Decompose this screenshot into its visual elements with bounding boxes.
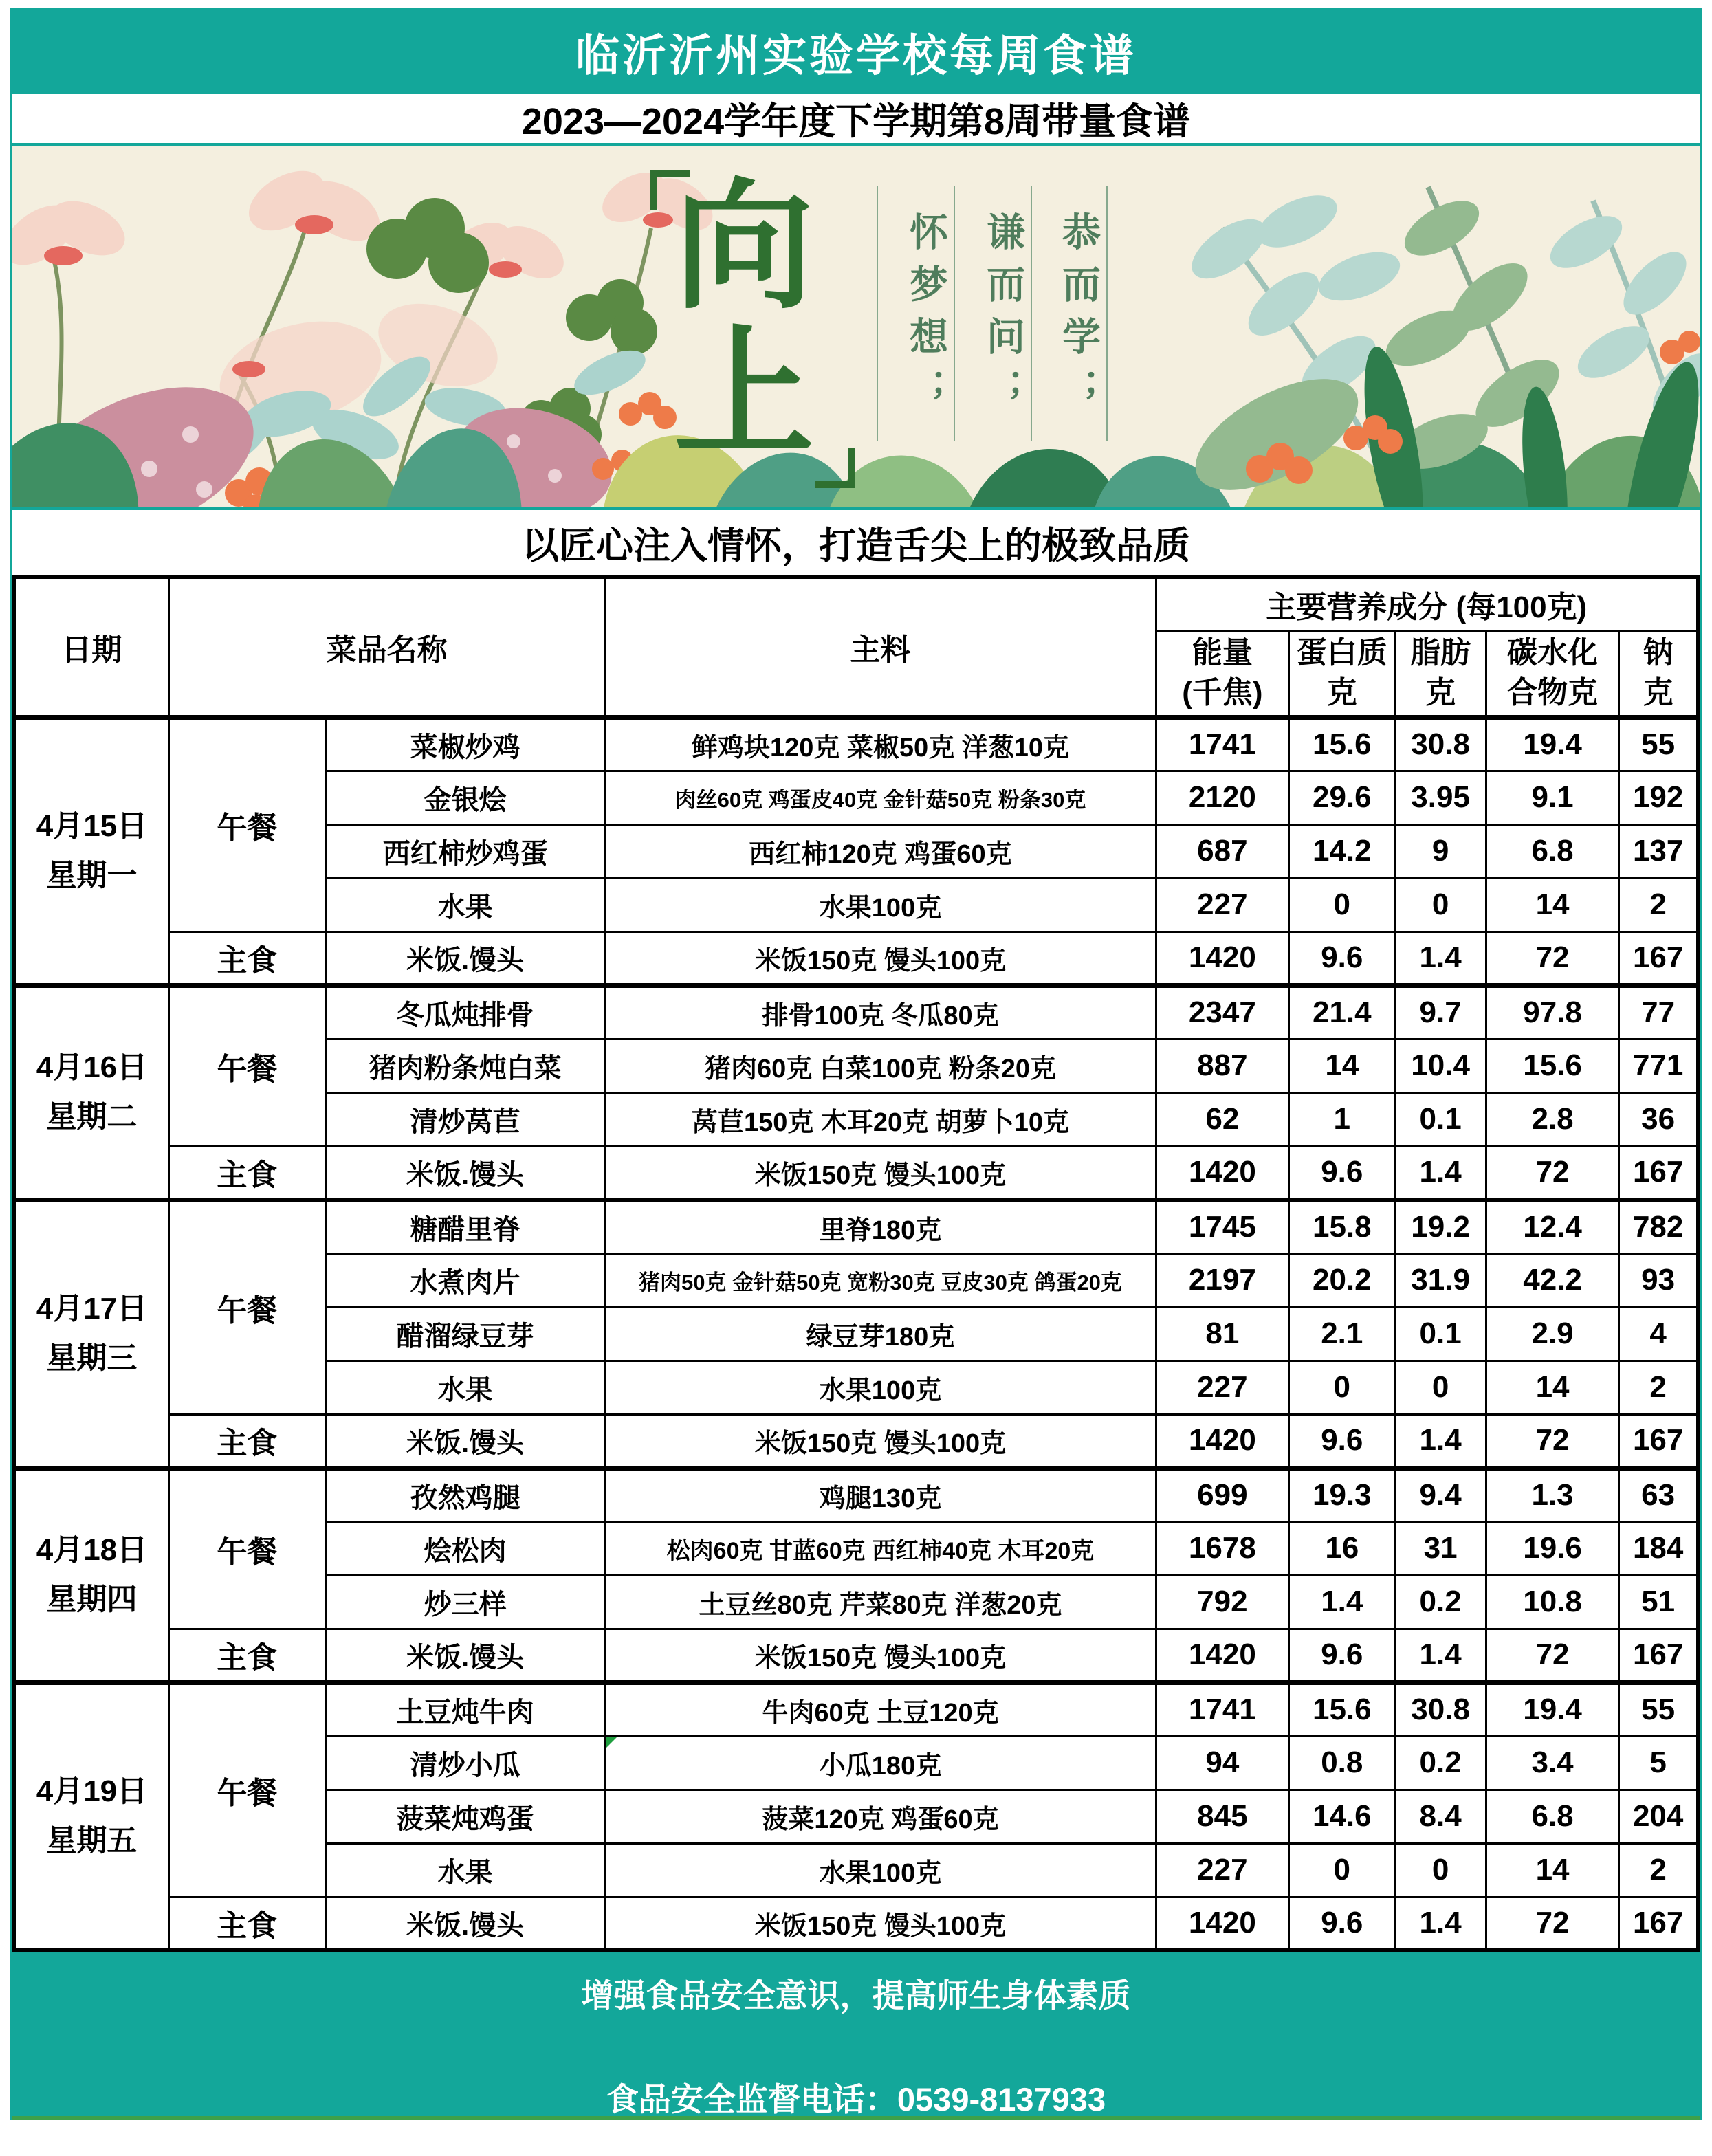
staple-row <box>14 932 1698 985</box>
fat-cell: 0.1 <box>1395 1307 1486 1361</box>
carb-cell: 72 <box>1486 1897 1619 1950</box>
energy-cell: 1420 <box>1156 932 1289 985</box>
subheader-line2: 克 <box>1425 676 1456 710</box>
carb-cell: 6.8 <box>1486 1790 1619 1843</box>
sodium-cell: 2 <box>1619 878 1698 932</box>
date-line1: 4月15日 <box>36 809 148 844</box>
sodium-cell: 192 <box>1619 771 1698 824</box>
ingredients-cell: 鸡腿130克 <box>605 1468 1156 1521</box>
ingredients-cell: 水果100克 <box>605 1843 1156 1897</box>
dish-cell: 水果 <box>325 1843 605 1897</box>
date-cell <box>14 985 168 1200</box>
col-subheader-4 <box>1619 630 1698 717</box>
protein-cell: 0 <box>1289 878 1395 932</box>
dish-cell: 米饭.馒头 <box>325 1629 605 1682</box>
energy-cell: 1420 <box>1156 1897 1289 1950</box>
fat-cell: 0.2 <box>1395 1575 1486 1629</box>
bracket-close <box>815 448 855 488</box>
footer-phone: 食品安全监督电话：0539-8137933 <box>606 2081 1106 2118</box>
energy-cell: 1678 <box>1156 1521 1289 1575</box>
ingredients-cell: 土豆丝80克 芹菜80克 洋葱20克 <box>605 1575 1156 1629</box>
carb-cell: 72 <box>1486 1146 1619 1200</box>
subheader-line1: 脂肪 <box>1410 635 1471 670</box>
protein-cell: 15.8 <box>1289 1200 1395 1253</box>
staple-cell: 主食 <box>168 1146 325 1200</box>
protein-cell: 14.2 <box>1289 824 1395 878</box>
protein-cell: 9.6 <box>1289 1629 1395 1682</box>
subheader-line2: 克 <box>1326 676 1357 710</box>
sodium-cell: 77 <box>1619 985 1698 1039</box>
ingredients-cell: 米饭150克 馒头100克 <box>605 1414 1156 1468</box>
sodium-cell: 4 <box>1619 1307 1698 1361</box>
carb-cell: 19.6 <box>1486 1521 1619 1575</box>
fat-cell: 31 <box>1395 1521 1486 1575</box>
dish-cell: 糖醋里脊 <box>325 1200 605 1253</box>
dish-cell: 土豆炖牛肉 <box>325 1682 605 1736</box>
ingredients-cell: 里脊180克 <box>605 1200 1156 1253</box>
title-bar <box>12 8 1700 94</box>
sodium-cell: 771 <box>1619 1039 1698 1092</box>
ingredients-cell: 西红柿120克 鸡蛋60克 <box>605 824 1156 878</box>
menu-table <box>12 575 1700 1952</box>
energy-cell: 227 <box>1156 1361 1289 1414</box>
col-subheader-0 <box>1156 630 1289 717</box>
fat-cell: 0 <box>1395 1843 1486 1897</box>
ingredients-cell: 莴苣150克 木耳20克 胡萝卜10克 <box>605 1092 1156 1146</box>
carb-cell: 19.4 <box>1486 717 1619 771</box>
sodium-cell: 137 <box>1619 824 1698 878</box>
energy-cell: 792 <box>1156 1575 1289 1629</box>
energy-cell: 81 <box>1156 1307 1289 1361</box>
ingredients-cell: 米饭150克 馒头100克 <box>605 1897 1156 1950</box>
protein-cell: 9.6 <box>1289 1414 1395 1468</box>
carb-cell: 97.8 <box>1486 985 1619 1039</box>
subheader-line2: (千焦) <box>1182 676 1263 710</box>
carb-cell: 3.4 <box>1486 1736 1619 1790</box>
menu-row <box>14 1200 1698 1253</box>
carb-cell: 1.3 <box>1486 1468 1619 1521</box>
sodium-cell: 167 <box>1619 1146 1698 1200</box>
fat-cell: 1.4 <box>1395 932 1486 985</box>
protein-cell: 21.4 <box>1289 985 1395 1039</box>
col-subheader-3 <box>1486 630 1619 717</box>
staple-cell: 主食 <box>168 1629 325 1682</box>
carb-cell: 19.4 <box>1486 1682 1619 1736</box>
fat-cell: 19.2 <box>1395 1200 1486 1253</box>
banner-slogan <box>668 168 820 473</box>
protein-cell: 9.6 <box>1289 1897 1395 1950</box>
fat-cell: 10.4 <box>1395 1039 1486 1092</box>
fat-cell: 1.4 <box>1395 1414 1486 1468</box>
carb-cell: 10.8 <box>1486 1575 1619 1629</box>
staple-row <box>14 1629 1698 1682</box>
protein-cell: 14 <box>1289 1039 1395 1092</box>
fat-cell: 8.4 <box>1395 1790 1486 1843</box>
protein-cell: 14.6 <box>1289 1790 1395 1843</box>
energy-cell: 699 <box>1156 1468 1289 1521</box>
energy-cell: 887 <box>1156 1039 1289 1092</box>
ingredients-cell: 猪肉60克 白菜100克 粉条20克 <box>605 1039 1156 1092</box>
protein-cell: 19.3 <box>1289 1468 1395 1521</box>
dish-cell: 炒三样 <box>325 1575 605 1629</box>
ingredients-cell: 猪肉50克 金针菇50克 宽粉30克 豆皮30克 鸽蛋20克 <box>605 1253 1156 1307</box>
sodium-cell: 167 <box>1619 1414 1698 1468</box>
fat-cell: 0 <box>1395 1361 1486 1414</box>
footer-slogan: 增强食品安全意识，提高师生身体素质 <box>581 1977 1131 2014</box>
staple-row <box>14 1414 1698 1468</box>
dish-cell: 清炒小瓜 <box>325 1736 605 1790</box>
dish-cell: 米饭.馒头 <box>325 1414 605 1468</box>
subheader-line2: 克 <box>1643 676 1673 710</box>
date-cell <box>14 717 168 985</box>
date-line2: 星期四 <box>46 1583 138 1617</box>
carb-cell: 15.6 <box>1486 1039 1619 1092</box>
dish-cell: 米饭.馒头 <box>325 932 605 985</box>
date-cell <box>14 1682 168 1950</box>
energy-cell: 687 <box>1156 824 1289 878</box>
fat-cell: 9.7 <box>1395 985 1486 1039</box>
fat-cell: 31.9 <box>1395 1253 1486 1307</box>
carb-cell: 9.1 <box>1486 771 1619 824</box>
col-subheader-1 <box>1289 630 1395 717</box>
subheader-line1: 能量 <box>1192 635 1253 670</box>
subheader-line1: 钠 <box>1643 635 1673 670</box>
dish-cell: 猪肉粉条炖白菜 <box>325 1039 605 1092</box>
quality-motto: 以匠心注入情怀，打造舌尖上的极致品质 <box>522 525 1190 566</box>
header-row-group <box>14 577 1698 630</box>
date-line1: 4月19日 <box>36 1774 148 1809</box>
menu-row <box>14 1682 1698 1736</box>
sodium-cell: 167 <box>1619 932 1698 985</box>
motto-column: 恭而学； <box>1031 186 1108 441</box>
ingredients-cell: 肉丝60克 鸡蛋皮40克 金针菇50克 粉条30克 <box>605 771 1156 824</box>
fat-cell: 9 <box>1395 824 1486 878</box>
ingredients-cell: 米饭150克 馒头100克 <box>605 932 1156 985</box>
staple-cell: 主食 <box>168 1897 325 1950</box>
dish-cell: 冬瓜炖排骨 <box>325 985 605 1039</box>
date-line2: 星期二 <box>46 1100 138 1134</box>
menu-row <box>14 1468 1698 1521</box>
fat-cell: 30.8 <box>1395 717 1486 771</box>
ingredients-cell: 小瓜180克 <box>605 1736 1156 1790</box>
protein-cell: 9.6 <box>1289 932 1395 985</box>
protein-cell: 0 <box>1289 1843 1395 1897</box>
fat-cell: 0 <box>1395 878 1486 932</box>
protein-cell: 20.2 <box>1289 1253 1395 1307</box>
sodium-cell: 167 <box>1619 1629 1698 1682</box>
dish-cell: 菜椒炒鸡 <box>325 717 605 771</box>
col-header-nutrition-group: 主要营养成分 (每100克) <box>1156 577 1698 630</box>
energy-cell: 2347 <box>1156 985 1289 1039</box>
fat-cell: 1.4 <box>1395 1629 1486 1682</box>
staple-row <box>14 1146 1698 1200</box>
carb-cell: 2.8 <box>1486 1092 1619 1146</box>
date-cell <box>14 1200 168 1468</box>
energy-cell: 1745 <box>1156 1200 1289 1253</box>
sodium-cell: 782 <box>1619 1200 1698 1253</box>
slogan-char: 向 <box>674 168 814 325</box>
dish-cell: 米饭.馒头 <box>325 1146 605 1200</box>
dish-cell: 清炒莴苣 <box>325 1092 605 1146</box>
sodium-cell: 2 <box>1619 1843 1698 1897</box>
carb-cell: 14 <box>1486 1361 1619 1414</box>
protein-cell: 29.6 <box>1289 771 1395 824</box>
meal-cell: 午餐 <box>168 717 325 932</box>
dish-cell: 醋溜绿豆芽 <box>325 1307 605 1361</box>
date-line2: 星期三 <box>46 1341 138 1376</box>
date-cell <box>14 1468 168 1682</box>
energy-cell: 1741 <box>1156 717 1289 771</box>
ingredients-cell: 米饭150克 馒头100克 <box>605 1146 1156 1200</box>
protein-cell: 1.4 <box>1289 1575 1395 1629</box>
sodium-cell: 204 <box>1619 1790 1698 1843</box>
dish-cell: 水果 <box>325 878 605 932</box>
sodium-cell: 184 <box>1619 1521 1698 1575</box>
fat-cell: 3.95 <box>1395 771 1486 824</box>
carb-cell: 72 <box>1486 1414 1619 1468</box>
meal-cell: 午餐 <box>168 1200 325 1414</box>
dish-cell: 烩松肉 <box>325 1521 605 1575</box>
ingredients-cell: 水果100克 <box>605 878 1156 932</box>
quality-motto-band <box>12 510 1700 575</box>
banner <box>12 146 1700 510</box>
sodium-cell: 167 <box>1619 1897 1698 1950</box>
carb-cell: 12.4 <box>1486 1200 1619 1253</box>
protein-cell: 2.1 <box>1289 1307 1395 1361</box>
carb-cell: 72 <box>1486 932 1619 985</box>
sodium-cell: 55 <box>1619 1682 1698 1736</box>
fat-cell: 0.2 <box>1395 1736 1486 1790</box>
ingredients-cell: 绿豆芽180克 <box>605 1307 1156 1361</box>
meal-cell: 午餐 <box>168 1468 325 1629</box>
subheader-line1: 碳水化 <box>1507 635 1599 670</box>
menu-row <box>14 985 1698 1039</box>
staple-cell: 主食 <box>168 1414 325 1468</box>
subtitle-bar <box>12 94 1700 146</box>
staple-row <box>14 1897 1698 1950</box>
protein-cell: 0.8 <box>1289 1736 1395 1790</box>
energy-cell: 1420 <box>1156 1414 1289 1468</box>
sodium-cell: 63 <box>1619 1468 1698 1521</box>
sodium-cell: 5 <box>1619 1736 1698 1790</box>
date-line1: 4月18日 <box>36 1533 148 1568</box>
banner-art <box>12 146 1700 510</box>
energy-cell: 1420 <box>1156 1629 1289 1682</box>
ingredients-cell: 牛肉60克 土豆120克 <box>605 1682 1156 1736</box>
ingredients-cell: 排骨100克 冬瓜80克 <box>605 985 1156 1039</box>
menu-row <box>14 717 1698 771</box>
sodium-cell: 51 <box>1619 1575 1698 1629</box>
energy-cell: 1420 <box>1156 1146 1289 1200</box>
dish-cell: 孜然鸡腿 <box>325 1468 605 1521</box>
dish-cell: 水煮肉片 <box>325 1253 605 1307</box>
fat-cell: 1.4 <box>1395 1897 1486 1950</box>
col-subheader-2 <box>1395 630 1486 717</box>
subheader-line1: 蛋白质 <box>1296 635 1387 670</box>
staple-cell: 主食 <box>168 932 325 985</box>
ingredients-cell: 米饭150克 馒头100克 <box>605 1629 1156 1682</box>
protein-cell: 1 <box>1289 1092 1395 1146</box>
fat-cell: 30.8 <box>1395 1682 1486 1736</box>
fat-cell: 1.4 <box>1395 1146 1486 1200</box>
energy-cell: 2197 <box>1156 1253 1289 1307</box>
energy-cell: 227 <box>1156 1843 1289 1897</box>
date-line2: 星期五 <box>46 1824 138 1858</box>
protein-cell: 9.6 <box>1289 1146 1395 1200</box>
carb-cell: 42.2 <box>1486 1253 1619 1307</box>
carb-cell: 72 <box>1486 1629 1619 1682</box>
dish-cell: 水果 <box>325 1361 605 1414</box>
menu-table-body <box>14 717 1698 1950</box>
energy-cell: 2120 <box>1156 771 1289 824</box>
protein-cell: 16 <box>1289 1521 1395 1575</box>
ingredients-cell: 水果100克 <box>605 1361 1156 1414</box>
dish-cell: 米饭.馒头 <box>325 1897 605 1950</box>
slogan-char: 上 <box>674 316 814 473</box>
ingredients-cell: 松肉60克 甘蓝60克 西红柿40克 木耳20克 <box>605 1521 1156 1575</box>
date-line1: 4月16日 <box>36 1050 148 1085</box>
motto-column: 怀梦想； <box>877 186 954 441</box>
col-header-ingredients: 主料 <box>605 577 1156 717</box>
ingredients-cell: 菠菜120克 鸡蛋60克 <box>605 1790 1156 1843</box>
meal-cell: 午餐 <box>168 1682 325 1897</box>
menu-document <box>10 8 1702 2120</box>
col-header-date: 日期 <box>14 577 168 717</box>
meal-cell: 午餐 <box>168 985 325 1146</box>
carb-cell: 6.8 <box>1486 824 1619 878</box>
carb-cell: 14 <box>1486 878 1619 932</box>
sodium-cell: 93 <box>1619 1253 1698 1307</box>
ingredients-cell: 鲜鸡块120克 菜椒50克 洋葱10克 <box>605 717 1156 771</box>
energy-cell: 227 <box>1156 878 1289 932</box>
subtitle: 2023—2024学年度下学期第8周带量食谱 <box>521 100 1191 142</box>
motto-column: 谦而问； <box>954 186 1031 441</box>
energy-cell: 62 <box>1156 1092 1289 1146</box>
protein-cell: 15.6 <box>1289 717 1395 771</box>
sodium-cell: 55 <box>1619 717 1698 771</box>
banner-mottos <box>877 186 1108 441</box>
fat-cell: 0.1 <box>1395 1092 1486 1146</box>
sodium-cell: 2 <box>1619 1361 1698 1414</box>
protein-cell: 15.6 <box>1289 1682 1395 1736</box>
carb-cell: 2.9 <box>1486 1307 1619 1361</box>
energy-cell: 94 <box>1156 1736 1289 1790</box>
dish-cell: 菠菜炖鸡蛋 <box>325 1790 605 1843</box>
protein-cell: 0 <box>1289 1361 1395 1414</box>
carb-cell: 14 <box>1486 1843 1619 1897</box>
sodium-cell: 36 <box>1619 1092 1698 1146</box>
footer-band <box>12 1952 1700 2116</box>
subheader-line2: 合物克 <box>1507 676 1599 710</box>
date-line1: 4月17日 <box>36 1292 148 1326</box>
col-header-dish: 菜品名称 <box>168 577 605 717</box>
dish-cell: 西红柿炒鸡蛋 <box>325 824 605 878</box>
dish-cell: 金银烩 <box>325 771 605 824</box>
fat-cell: 9.4 <box>1395 1468 1486 1521</box>
page-title: 临沂沂州实验学校每周食谱 <box>575 30 1137 80</box>
energy-cell: 845 <box>1156 1790 1289 1843</box>
date-line2: 星期一 <box>46 859 138 893</box>
energy-cell: 1741 <box>1156 1682 1289 1736</box>
